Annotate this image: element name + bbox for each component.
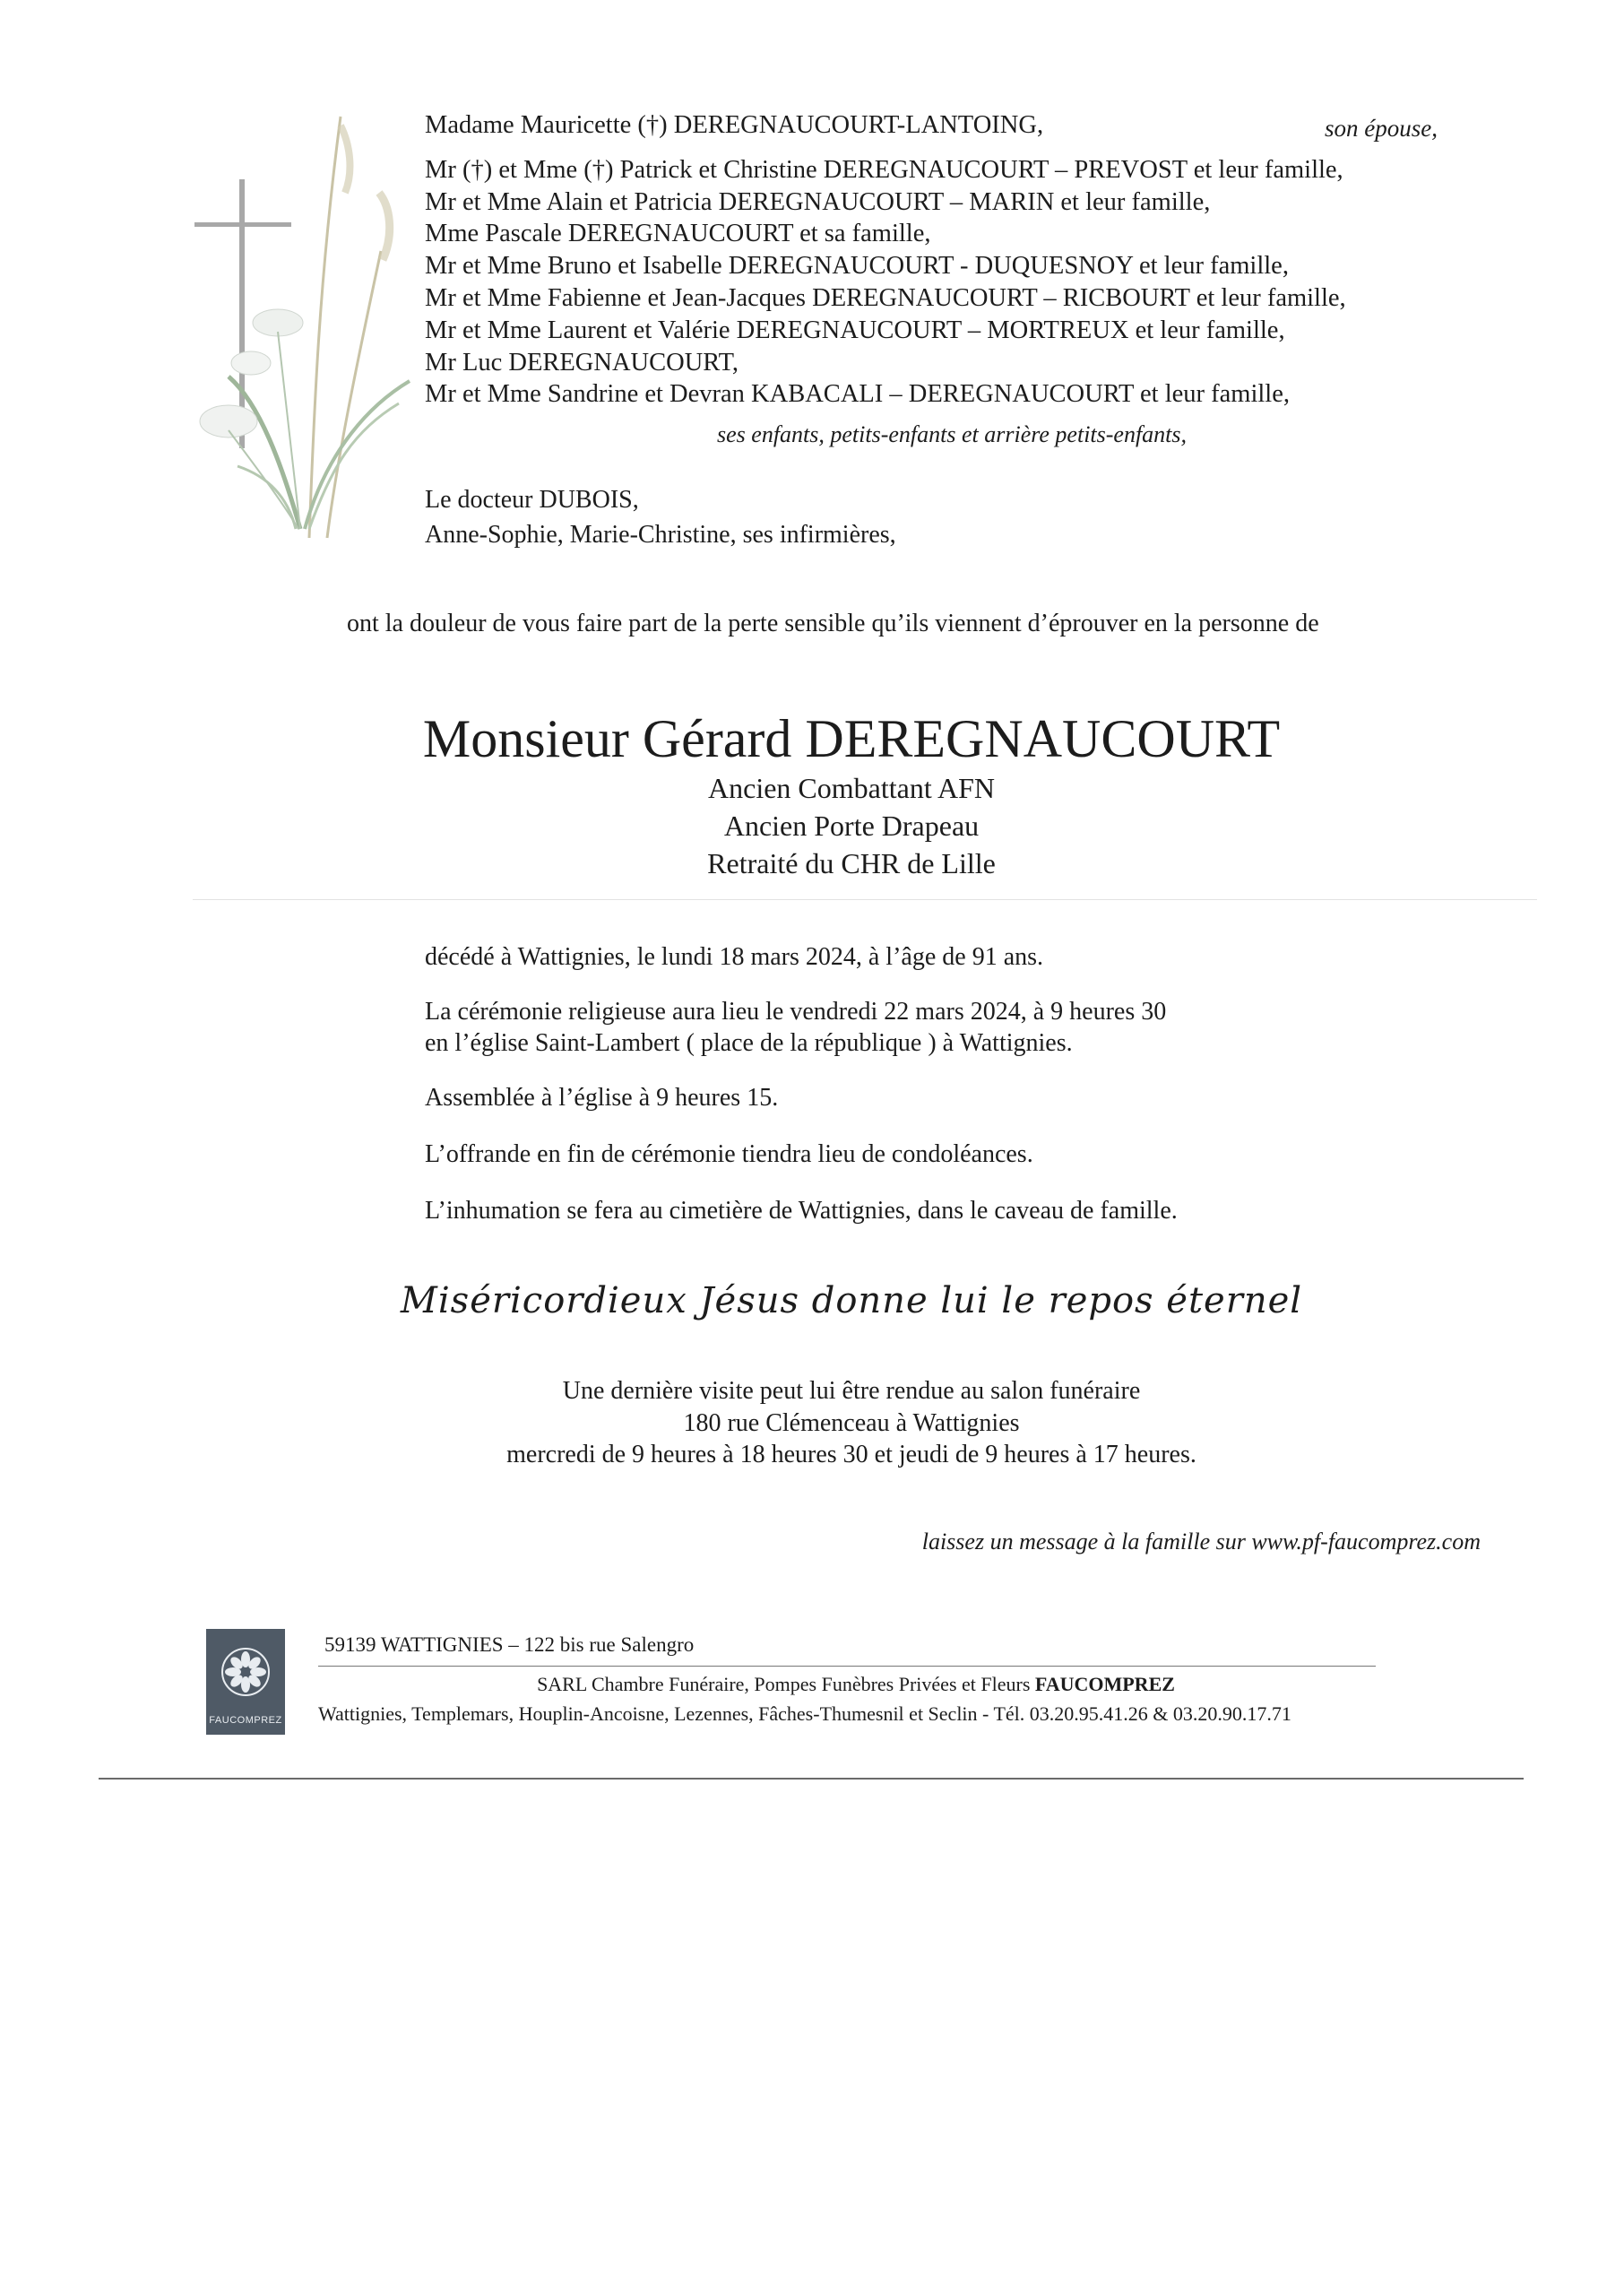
child-line: Mr Luc DEREGNAUCOURT, [425, 348, 739, 377]
offering-line: L’offrande en fin de cérémonie tiendra lieu de condoléances. [425, 1140, 1033, 1168]
child-line: Mr et Mme Alain et Patricia DEREGNAUCOURT – MARIN et leur famille, [425, 187, 1211, 216]
company-description: SARL Chambre Funéraire, Pompes Funèbres Privées et Fleurs [537, 1673, 1035, 1695]
medical-staff [425, 482, 896, 552]
ceremony-line: en l’église Saint-Lambert ( place de la république ) à Wattignies. [425, 1029, 1073, 1057]
visit-info [358, 1375, 1344, 1471]
deceased-title: Ancien Combattant AFN [708, 772, 995, 804]
spouse-name: Madame Mauricette (†) DEREGNAUCOURT-LANTOING, [425, 111, 1044, 139]
child-line: Mr et Mme Fabienne et Jean-Jacques DEREGNAUCOURT – RICBOURT et leur famille, [425, 283, 1346, 312]
deceased-title: Ancien Porte Drapeau [723, 810, 980, 842]
footer-divider [318, 1666, 1376, 1667]
burial-line: L’inhumation se fera au cimetière de Wattignies, dans le caveau de famille. [425, 1197, 1178, 1225]
visit-line: Une dernière visite peut lui être rendue au salon funéraire [562, 1377, 1141, 1405]
funeral-details [425, 941, 1178, 1226]
child-line: Mr (†) et Mme (†) Patrick et Christine DEREGNAUCOURT – PREVOST et leur famille, [425, 155, 1343, 184]
company-address: 59139 WATTIGNIES – 122 bis rue Salengro [324, 1633, 695, 1656]
website-note: laissez un message à la famille sur www.pf-faucomprez.com [921, 1529, 1481, 1555]
child-line: Mr et Mme Bruno et Isabelle DEREGNAUCOURT - DUQUESNOY et leur famille, [425, 252, 1289, 281]
spouse-line [425, 109, 1438, 142]
cross-lily-illustration [175, 108, 412, 574]
flower-logo-icon [206, 1629, 285, 1715]
visit-line: mercredi de 9 heures à 18 heures 30 et jeudi de 9 heures à 17 heures. [506, 1441, 1196, 1468]
child-line: Mme Pascale DEREGNAUCOURT et sa famille, [425, 220, 931, 248]
announcement: ont la douleur de vous faire part de la perte sensible qu’ils viennent d’éprouver en la personne de [347, 610, 1319, 637]
company-name: FAUCOMPREZ [1034, 1673, 1175, 1695]
page-bottom-rule [99, 1778, 1524, 1780]
deceased-title: Retraité du CHR de Lille [707, 847, 996, 879]
ceremony-line: La cérémonie religieuse aura lieu le vendredi 22 mars 2024, à 9 heures 30 [425, 998, 1167, 1026]
prayer: Miséricordieux Jésus donne lui le repos éternel [400, 1280, 1303, 1321]
children-role: ses enfants, petits-enfants et arrière petits-enfants, [717, 421, 1188, 447]
visit-line: 180 rue Clémenceau à Wattignies [683, 1408, 1020, 1437]
child-line: Mr et Mme Sandrine et Devran KABACALI – DEREGNAUCOURT et leur famille, [425, 380, 1290, 409]
deceased-name: Monsieur Gérard DEREGNAUCOURT [422, 709, 1281, 768]
family-list [425, 109, 1438, 411]
death-line: décédé à Wattignies, le lundi 18 mars 2024, à l’âge de 91 ans. [425, 943, 1044, 971]
company-logo [206, 1629, 285, 1735]
logo-text: FAUCOMPREZ [209, 1715, 282, 1726]
nurses-line: Anne-Sophie, Marie-Christine, ses infirmières, [425, 521, 896, 549]
assembly-line: Assemblée à l’église à 9 heures 15. [425, 1084, 779, 1112]
company-line [323, 1673, 1389, 1696]
child-line: Mr et Mme Laurent et Valérie DEREGNAUCOURT – MORTREUX et leur famille, [425, 316, 1285, 344]
deceased-block [314, 708, 1389, 882]
divider [193, 899, 1537, 900]
doctor-line: Le docteur DUBOIS, [425, 486, 639, 514]
company-towns-phone: Wattignies, Templemars, Houplin-Ancoisne, Lezennes, Fâches-Thumesnil et Seclin - Tél. 03.20.95.41.26 & 03.20.90.17.71 [318, 1702, 1291, 1725]
spouse-role: son épouse, [1325, 115, 1438, 142]
